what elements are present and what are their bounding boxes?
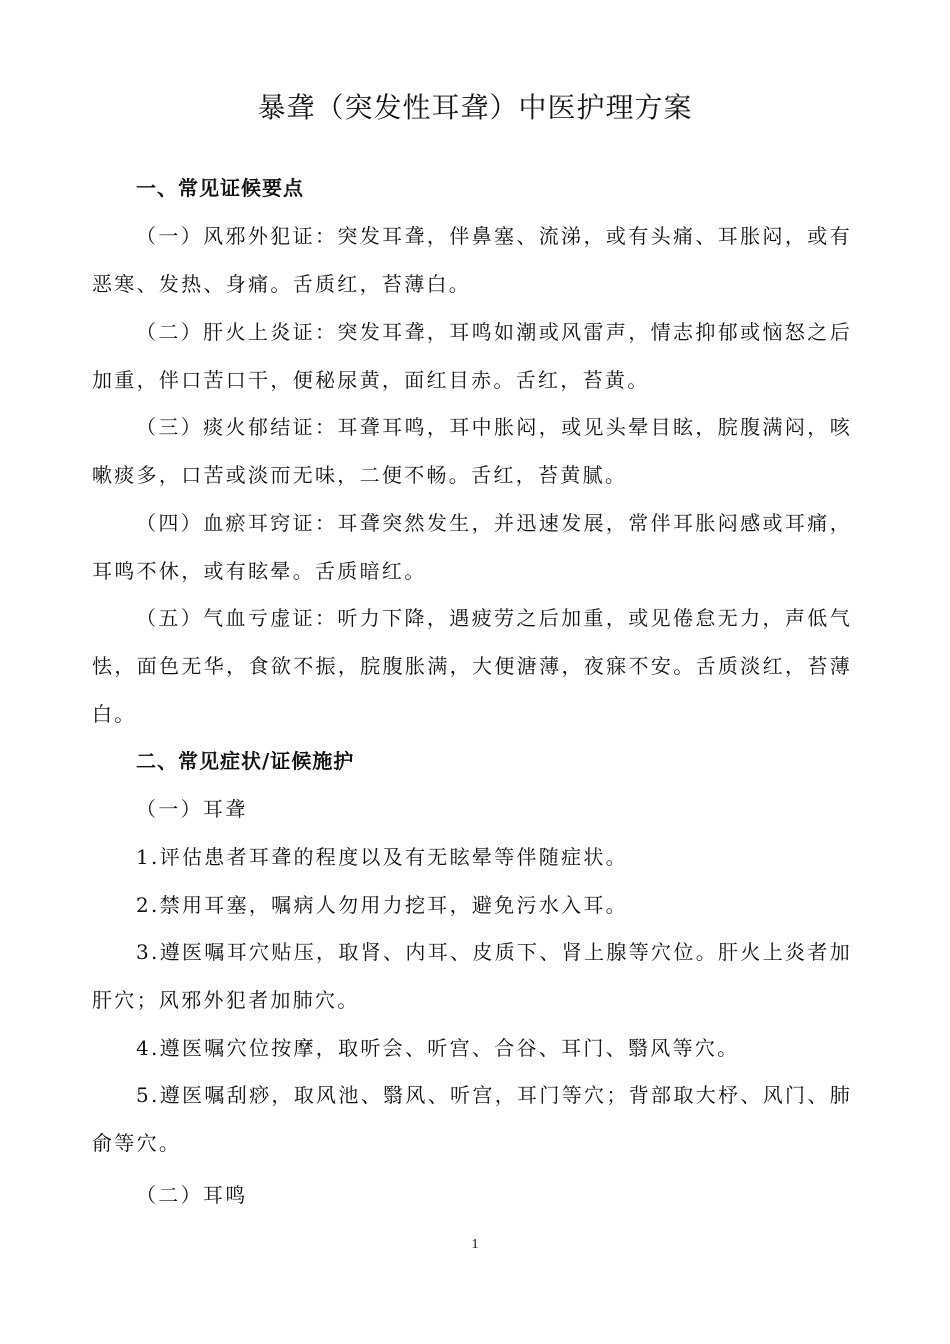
care-item: 4.遵医嘱穴位按摩，取听会、听宫、合谷、耳门、翳风等穴。 [136, 1036, 740, 1060]
care-item: 1.评估患者耳聋的程度以及有无眩晕等伴随症状。 [136, 845, 628, 869]
care-item: 3.遵医嘱耳穴贴压，取肾、内耳、皮质下、肾上腺等穴位。肝火上炎者加肝穴；风邪外犯者加肺穴。 [92, 940, 852, 1012]
section-heading-symptom-care: 二、常见症状/证候施护 [136, 749, 355, 773]
care-item: 2.禁用耳塞，嘱病人勿用力挖耳，避免污水入耳。 [136, 893, 628, 917]
subsection-title-deafness: （一）耳聋 [136, 797, 248, 821]
syndrome-paragraph: （二）肝火上炎证：突发耳聋，耳鸣如潮或风雷声，情志抑郁或恼怒之后加重，伴口苦口干，便秘尿黄，面红目赤。舌红，苔黄。 [92, 320, 852, 392]
syndrome-paragraph: （五）气血亏虚证：听力下降，遇疲劳之后加重，或见倦怠无力，声低气怯，面色无华，食欲不振，脘腹胀满，大便溏薄，夜寐不安。舌质淡红，苔薄白。 [92, 606, 852, 726]
syndrome-paragraph: （四）血瘀耳窍证：耳聋突然发生，并迅速发展，常伴耳胀闷感或耳痛，耳鸣不休，或有眩晕。舌质暗红。 [92, 511, 852, 583]
subsection-title-tinnitus: （二）耳鸣 [136, 1183, 248, 1207]
section-heading-common-syndromes: 一、常见证候要点 [136, 176, 304, 200]
page-title: 暴聋（突发性耳聋）中医护理方案 [257, 91, 693, 124]
care-item: 5.遵医嘱刮痧，取风池、翳风、听宫，耳门等穴；背部取大杼、风门、肺俞等穴。 [92, 1083, 852, 1155]
page-number: 1 [471, 1237, 479, 1252]
syndrome-paragraph: （三）痰火郁结证：耳聋耳鸣，耳中胀闷，或见头晕目眩，脘腹满闷，咳嗽痰多，口苦或淡而无味，二便不畅。舌红，苔黄腻。 [92, 415, 852, 487]
syndrome-paragraph: （一）风邪外犯证：突发耳聋，伴鼻塞、流涕，或有头痛、耳胀闷，或有恶寒、发热、身痛。舌质红，苔薄白。 [92, 224, 852, 296]
